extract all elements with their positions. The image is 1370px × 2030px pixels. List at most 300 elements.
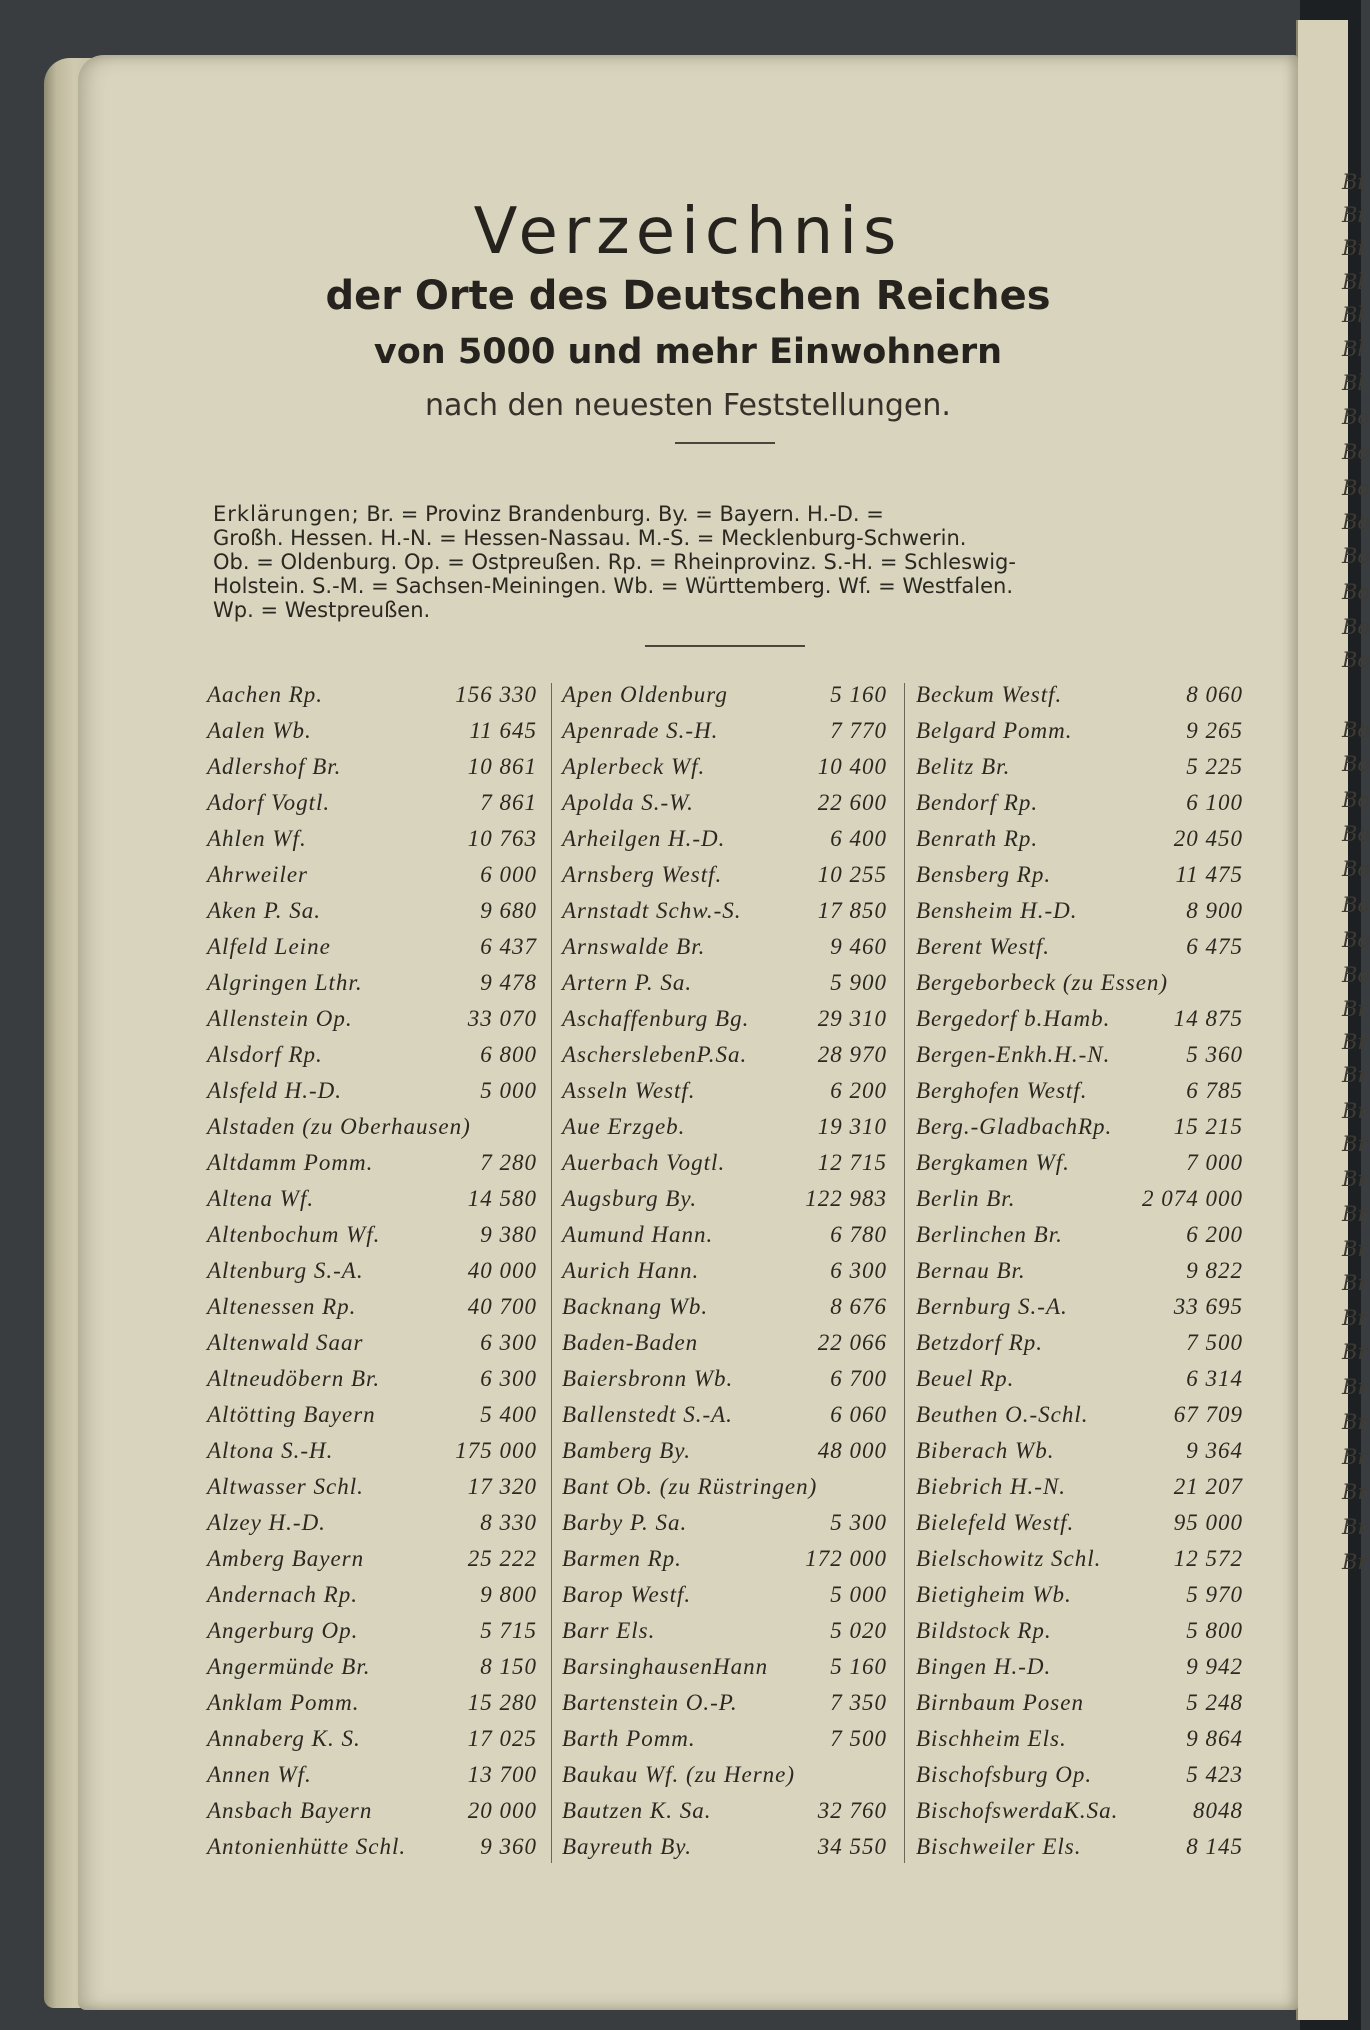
population: 7 500 <box>1186 1330 1243 1355</box>
place-name: Arnstadt Schw.-S. <box>562 898 742 923</box>
place-entry <box>207 857 537 893</box>
place-name: AscherslebenP.Sa. <box>562 1042 748 1067</box>
place-name: Bernau Br. <box>916 1258 1026 1283</box>
population: 175 000 <box>455 1438 537 1463</box>
place-entry <box>207 1037 537 1073</box>
adjacent-page-glyph: Bo <box>1342 893 1370 917</box>
place-column-3 <box>916 677 1243 1872</box>
adjacent-page-glyph: Br <box>1342 1063 1368 1087</box>
population: 5 225 <box>1186 754 1243 779</box>
place-name: Berghofen Westf. <box>916 1078 1088 1103</box>
place-name: Alstaden (zu Oberhausen) <box>207 1114 471 1139</box>
adjacent-page-glyph: Br <box>1342 1271 1368 1295</box>
place-entry <box>207 821 537 857</box>
population: 6 437 <box>480 934 537 959</box>
place-name: Backnang Wb. <box>562 1294 709 1319</box>
place-entry <box>562 1001 887 1037</box>
adjacent-page-glyph: Br <box>1342 1237 1368 1261</box>
population: 6 060 <box>830 1402 887 1427</box>
population: 13 700 <box>467 1762 537 1787</box>
place-name: Bergkamen Wf. <box>916 1150 1070 1175</box>
place-name: Apenrade S.-H. <box>562 718 719 743</box>
place-name: Aschaffenburg Bg. <box>562 1006 750 1031</box>
place-entry <box>916 749 1243 785</box>
place-column-2 <box>562 677 887 1872</box>
population: 11 645 <box>469 718 537 743</box>
column-divider <box>551 683 552 1863</box>
adjacent-page-glyph: Bo <box>1342 857 1370 881</box>
place-entry <box>562 965 887 1001</box>
population: 6 800 <box>480 1042 537 1067</box>
adjacent-page-glyph: Br <box>1342 1340 1368 1364</box>
place-entry <box>207 1433 537 1469</box>
place-entry <box>562 1433 887 1469</box>
page-subtitle-2: von 5000 und mehr Einwohnern <box>373 332 1003 372</box>
population: 5 160 <box>830 682 887 707</box>
population: 9 800 <box>480 1582 537 1607</box>
place-entry <box>916 1217 1243 1253</box>
place-entry <box>562 749 887 785</box>
population: 10 400 <box>817 754 887 779</box>
adjacent-page-glyph: Br <box>1342 1030 1368 1054</box>
population: 5 000 <box>830 1582 887 1607</box>
place-entry <box>562 1613 887 1649</box>
population: 5 248 <box>1186 1690 1243 1715</box>
place-entry <box>916 1577 1243 1613</box>
population: 8 330 <box>480 1510 537 1535</box>
adjacent-page-glyph: Bo <box>1342 648 1370 672</box>
population: 10 861 <box>467 754 537 779</box>
place-name: Bant Ob. (zu Rüstringen) <box>562 1474 818 1499</box>
place-entry <box>562 821 887 857</box>
place-entry <box>207 1217 537 1253</box>
place-name: Barmen Rp. <box>562 1546 682 1571</box>
adjacent-page-glyph: Br <box>1342 1306 1368 1330</box>
place-entry <box>207 1541 537 1577</box>
place-name: Berent Westf. <box>916 934 1050 959</box>
population: 12 572 <box>1173 1546 1243 1571</box>
place-name: Ballenstedt S.-A. <box>562 1402 733 1427</box>
place-entry <box>207 1181 537 1217</box>
place-entry <box>562 1397 887 1433</box>
place-name: Alsdorf Rp. <box>207 1042 323 1067</box>
place-entry <box>207 929 537 965</box>
population: 40 000 <box>467 1258 537 1283</box>
population: 95 000 <box>1173 1510 1243 1535</box>
adjacent-page-glyph: Bi <box>1342 203 1365 227</box>
population: 25 222 <box>467 1546 537 1571</box>
legend-text-1: Br. = Provinz Brandenburg. By. = Bayern. H.-D. = <box>366 502 884 526</box>
population: 8 150 <box>480 1654 537 1679</box>
place-entry <box>207 749 537 785</box>
legend-block <box>213 502 1273 622</box>
place-name: Beuel Rp. <box>916 1366 1015 1391</box>
place-entry <box>562 713 887 749</box>
place-name: Bischweiler Els. <box>916 1834 1082 1859</box>
place-name: Ahlen Wf. <box>207 826 307 851</box>
population: 6 475 <box>1186 934 1243 959</box>
population: 20 000 <box>467 1798 537 1823</box>
population: 34 550 <box>817 1834 887 1859</box>
adjacent-page-edge <box>1296 20 1370 2020</box>
population: 8048 <box>1193 1798 1243 1823</box>
place-name: Baden-Baden <box>562 1330 699 1355</box>
place-name: BischofswerdaK.Sa. <box>916 1798 1119 1823</box>
place-entry <box>562 1685 887 1721</box>
column-divider <box>904 683 905 1863</box>
place-entry <box>916 713 1243 749</box>
place-name: Beckum Westf. <box>916 682 1063 707</box>
place-name: Alsfeld H.-D. <box>207 1078 343 1103</box>
place-column-1 <box>207 677 537 1872</box>
title-divider <box>675 442 775 444</box>
place-entry <box>916 1001 1243 1037</box>
place-name: Berlin Br. <box>916 1186 1016 1211</box>
place-entry <box>207 785 537 821</box>
page-subtitle: der Orte des Deutschen Reiches <box>325 273 1051 319</box>
place-name: Alfeld Leine <box>207 934 331 959</box>
place-entry <box>207 1649 537 1685</box>
legend-line-2: Großh. Hessen. H.-N. = Hessen-Nassau. M.-S. = Mecklenburg-Schwerin. <box>213 526 967 550</box>
place-entry <box>207 893 537 929</box>
population: 7 280 <box>480 1150 537 1175</box>
place-name: Adlershof Br. <box>207 754 342 779</box>
place-entry <box>562 893 887 929</box>
place-name: Aplerbeck Wf. <box>562 754 706 779</box>
population: 22 600 <box>817 790 887 815</box>
place-name: Apen Oldenburg <box>562 682 728 707</box>
adjacent-page-glyph: Bo <box>1342 615 1370 639</box>
place-name: Anklam Pomm. <box>207 1690 360 1715</box>
place-entry <box>916 1145 1243 1181</box>
place-entry <box>207 1685 537 1721</box>
adjacent-page-glyph: Bo <box>1342 752 1370 776</box>
place-name: Bielschowitz Schl. <box>916 1546 1102 1571</box>
place-name: Bautzen K. Sa. <box>562 1798 712 1823</box>
place-entry <box>562 1325 887 1361</box>
place-entry <box>916 1469 1243 1505</box>
place-name: Altenburg S.-A. <box>207 1258 364 1283</box>
place-entry <box>207 1613 537 1649</box>
place-entry <box>916 929 1243 965</box>
adjacent-page-glyph: Br <box>1342 1445 1368 1469</box>
place-name: Bamberg By. <box>562 1438 691 1463</box>
population: 5 715 <box>480 1618 537 1643</box>
population: 9 942 <box>1186 1654 1243 1679</box>
adjacent-page-glyph: Br <box>1342 1550 1368 1574</box>
place-entry <box>207 1109 537 1145</box>
place-name: Altenbochum Wf. <box>207 1222 381 1247</box>
adjacent-page-glyph: Bo <box>1342 718 1370 742</box>
place-name: Aken P. Sa. <box>207 898 322 923</box>
place-entry <box>916 1793 1243 1829</box>
legend-line-3: Ob. = Oldenburg. Op. = Ostpreußen. Rp. = Rheinprovinz. S.-H. = Schleswig- <box>213 550 1016 574</box>
place-entry <box>916 1721 1243 1757</box>
population: 40 700 <box>467 1294 537 1319</box>
population: 5 800 <box>1186 1618 1243 1643</box>
place-name: Altneudöbern Br. <box>207 1366 381 1391</box>
place-name: Ahrweiler <box>207 862 308 887</box>
place-name: Bielefeld Westf. <box>916 1510 1075 1535</box>
population: 15 215 <box>1173 1114 1243 1139</box>
place-name: Biebrich H.-N. <box>916 1474 1067 1499</box>
population: 9 680 <box>480 898 537 923</box>
place-name: Bendorf Rp. <box>916 790 1039 815</box>
population: 33 695 <box>1173 1294 1243 1319</box>
place-name: Aue Erzgeb. <box>562 1114 686 1139</box>
place-entry <box>207 965 537 1001</box>
population: 33 070 <box>467 1006 537 1031</box>
population: 8 676 <box>830 1294 887 1319</box>
adjacent-page-glyph: Br <box>1342 1480 1368 1504</box>
place-name: Auerbach Vogtl. <box>562 1150 726 1175</box>
place-entry <box>562 857 887 893</box>
population: 5 900 <box>830 970 887 995</box>
place-name: Aumund Hann. <box>562 1222 714 1247</box>
adjacent-page-glyph: Bl <box>1342 270 1365 294</box>
page-title: Verzeichnis <box>473 195 903 269</box>
population: 15 280 <box>467 1690 537 1715</box>
place-name: Bergeborbeck (zu Essen) <box>916 970 1169 995</box>
place-name: Altwasser Schl. <box>207 1474 364 1499</box>
place-name: Arnswalde Br. <box>562 934 706 959</box>
population: 122 983 <box>805 1186 887 1211</box>
place-name: Angermünde Br. <box>207 1654 371 1679</box>
population: 6 785 <box>1186 1078 1243 1103</box>
place-entry <box>207 1001 537 1037</box>
place-name: Barr Els. <box>562 1618 656 1643</box>
population: 6 300 <box>830 1258 887 1283</box>
place-entry <box>562 1721 887 1757</box>
place-name: Altenessen Rp. <box>207 1294 357 1319</box>
place-entry <box>916 1397 1243 1433</box>
population: 17 320 <box>467 1474 537 1499</box>
adjacent-page-glyph: Bl <box>1342 371 1365 395</box>
place-entry <box>562 1217 887 1253</box>
population: 6 300 <box>480 1330 537 1355</box>
population: 9 360 <box>480 1834 537 1859</box>
place-entry <box>562 1469 887 1505</box>
adjacent-page-glyph: Bo <box>1342 405 1370 429</box>
place-name: Bayreuth By. <box>562 1834 692 1859</box>
place-name: Allenstein Op. <box>207 1006 353 1031</box>
place-name: Arnsberg Westf. <box>562 862 723 887</box>
adjacent-page-glyph: Br <box>1342 1132 1368 1156</box>
population: 9 364 <box>1186 1438 1243 1463</box>
place-entry <box>562 1145 887 1181</box>
population: 9 864 <box>1186 1726 1243 1751</box>
population: 7 770 <box>830 718 887 743</box>
place-entry <box>207 1289 537 1325</box>
place-entry <box>207 1757 537 1793</box>
place-entry <box>916 1829 1243 1865</box>
place-entry <box>562 929 887 965</box>
adjacent-page-glyph: Bo <box>1342 963 1370 987</box>
population: 19 310 <box>817 1114 887 1139</box>
adjacent-page-glyph: Br <box>1342 997 1368 1021</box>
population: 5 423 <box>1186 1762 1243 1787</box>
place-name: Benrath Rp. <box>916 826 1039 851</box>
legend-line-1 <box>213 502 1273 526</box>
population: 67 709 <box>1173 1402 1243 1427</box>
population: 21 207 <box>1173 1474 1243 1499</box>
place-name: Angerburg Op. <box>207 1618 359 1643</box>
place-entry <box>916 1649 1243 1685</box>
population: 10 763 <box>467 826 537 851</box>
place-entry <box>207 1397 537 1433</box>
page-subtitle-3: nach den neuesten Feststellungen. <box>425 388 951 423</box>
place-entry <box>916 1325 1243 1361</box>
place-entry <box>562 1181 887 1217</box>
population: 14 875 <box>1173 1006 1243 1031</box>
population: 6 200 <box>830 1078 887 1103</box>
place-entry <box>562 1793 887 1829</box>
place-entry <box>916 965 1243 1001</box>
place-name: Biberach Wb. <box>916 1438 1055 1463</box>
place-entry <box>562 1505 887 1541</box>
place-name: Augsburg By. <box>562 1186 698 1211</box>
place-name: Amberg Bayern <box>207 1546 365 1571</box>
adjacent-page-glyph: Br <box>1342 1375 1368 1399</box>
place-name: Asseln Westf. <box>562 1078 696 1103</box>
place-name: Bensheim H.-D. <box>916 898 1078 923</box>
population: 6 200 <box>1186 1222 1243 1247</box>
population: 29 310 <box>817 1006 887 1031</box>
adjacent-page-glyph: Bo <box>1342 544 1370 568</box>
population: 5 020 <box>830 1618 887 1643</box>
place-name: Annaberg K. S. <box>207 1726 361 1751</box>
document-page <box>78 55 1298 2010</box>
place-entry <box>916 857 1243 893</box>
place-name: Bensberg Rp. <box>916 862 1052 887</box>
place-entry <box>916 1505 1243 1541</box>
legend-divider <box>645 645 805 647</box>
population: 7 500 <box>830 1726 887 1751</box>
place-name: Baukau Wf. (zu Herne) <box>562 1762 796 1787</box>
population: 6 780 <box>830 1222 887 1247</box>
place-entry <box>916 785 1243 821</box>
legend-line-5: Wp. = Westpreußen. <box>213 598 431 622</box>
place-entry <box>916 1433 1243 1469</box>
population: 7 861 <box>480 790 537 815</box>
population: 6 100 <box>1186 790 1243 815</box>
population: 17 850 <box>817 898 887 923</box>
population: 5 000 <box>480 1078 537 1103</box>
place-name: Berlinchen Br. <box>916 1222 1063 1247</box>
population: 17 025 <box>467 1726 537 1751</box>
population: 48 000 <box>817 1438 887 1463</box>
adjacent-page-glyph: Bo <box>1342 788 1370 812</box>
adjacent-page-glyph: Br <box>1342 1099 1368 1123</box>
place-name: Beuthen O.-Schl. <box>916 1402 1089 1427</box>
legend-line-4: Holstein. S.-M. = Sachsen-Meiningen. Wb. = Württemberg. Wf. = Westfalen. <box>213 574 1014 598</box>
place-name: Bingen H.-D. <box>916 1654 1052 1679</box>
place-name: Adorf Vogtl. <box>207 790 331 815</box>
place-name: Belgard Pomm. <box>916 718 1073 743</box>
place-entry <box>916 1037 1243 1073</box>
place-entry <box>207 1073 537 1109</box>
place-name: Artern P. Sa. <box>562 970 693 995</box>
place-entry <box>562 1649 887 1685</box>
place-name: Ansbach Bayern <box>207 1798 373 1823</box>
place-entry <box>562 1253 887 1289</box>
population: 14 580 <box>467 1186 537 1211</box>
place-name: Betzdorf Rp. <box>916 1330 1043 1355</box>
place-name: Andernach Rp. <box>207 1582 358 1607</box>
adjacent-page-glyph: Bo <box>1342 440 1370 464</box>
population: 8 060 <box>1186 682 1243 707</box>
adjacent-page-glyph: Br <box>1342 1167 1368 1191</box>
place-name: Bietigheim Wb. <box>916 1582 1072 1607</box>
place-entry <box>207 1325 537 1361</box>
population: 9 822 <box>1186 1258 1243 1283</box>
place-entry <box>916 1541 1243 1577</box>
place-name: Belitz Br. <box>916 754 1011 779</box>
place-name: Arheilgen H.-D. <box>562 826 726 851</box>
population: 9 380 <box>480 1222 537 1247</box>
population: 9 460 <box>830 934 887 959</box>
adjacent-page-glyph: Bo <box>1342 510 1370 534</box>
legend-label: Erklärungen; <box>213 502 360 526</box>
adjacent-page-glyph: Bi <box>1342 170 1365 194</box>
population: 6 700 <box>830 1366 887 1391</box>
place-entry <box>562 677 887 713</box>
population: 20 450 <box>1173 826 1243 851</box>
population: 12 715 <box>817 1150 887 1175</box>
place-name: Birnbaum Posen <box>916 1690 1084 1715</box>
place-entry <box>916 821 1243 857</box>
population: 10 255 <box>817 862 887 887</box>
place-name: Barby P. Sa. <box>562 1510 688 1535</box>
place-name: Bischofsburg Op. <box>916 1762 1093 1787</box>
place-entry <box>916 893 1243 929</box>
adjacent-page-glyph: Bo <box>1342 928 1370 952</box>
place-name: Altena Wf. <box>207 1186 315 1211</box>
adjacent-page-glyph: Bo <box>1342 822 1370 846</box>
place-entry <box>916 1253 1243 1289</box>
place-name: Altona S.-H. <box>207 1438 334 1463</box>
population: 22 066 <box>817 1330 887 1355</box>
population: 2 074 000 <box>1142 1186 1243 1211</box>
population: 9 478 <box>480 970 537 995</box>
place-name: Bergedorf b.Hamb. <box>916 1006 1111 1031</box>
adjacent-page-glyph: Br <box>1342 1515 1368 1539</box>
place-entry <box>916 1181 1243 1217</box>
place-name: Algringen Lthr. <box>207 970 363 995</box>
population: 156 330 <box>455 682 537 707</box>
place-name: Bischheim Els. <box>916 1726 1067 1751</box>
place-name: Aalen Wb. <box>207 718 312 743</box>
place-name: Bartenstein O.-P. <box>562 1690 738 1715</box>
place-name: BarsinghausenHann <box>562 1654 769 1679</box>
place-name: Aurich Hann. <box>562 1258 700 1283</box>
place-entry <box>207 1469 537 1505</box>
place-name: Barop Westf. <box>562 1582 692 1607</box>
place-entry <box>207 1505 537 1541</box>
adjacent-page-glyph: Bl <box>1342 303 1365 327</box>
place-entry <box>916 1613 1243 1649</box>
place-entry <box>562 1541 887 1577</box>
population: 172 000 <box>805 1546 887 1571</box>
adjacent-page-glyph: Br <box>1342 1410 1368 1434</box>
place-entry <box>207 1361 537 1397</box>
place-name: Bildstock Rp. <box>916 1618 1052 1643</box>
place-entry <box>916 1685 1243 1721</box>
population: 6 000 <box>480 862 537 887</box>
population: 5 300 <box>830 1510 887 1535</box>
place-name: Baiersbronn Wb. <box>562 1366 734 1391</box>
adjacent-page-glyph: Br <box>1342 1202 1368 1226</box>
